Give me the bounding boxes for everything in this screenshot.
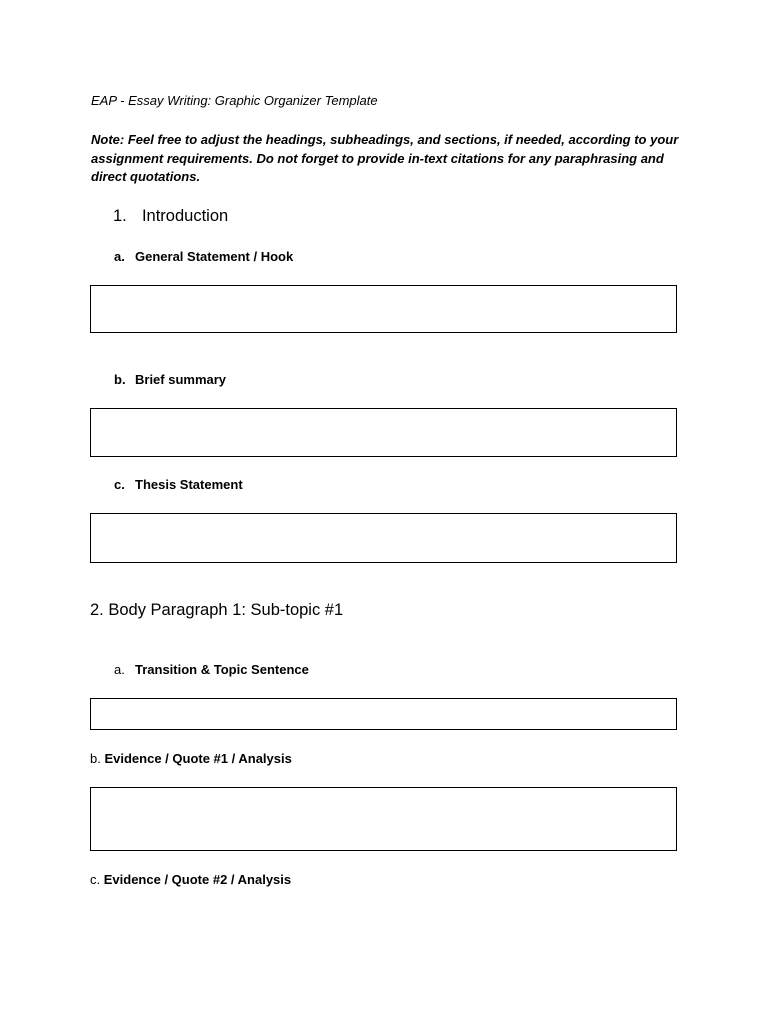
item-marker: a. <box>114 662 125 677</box>
section-heading-introduction <box>113 207 228 226</box>
general-statement-input-box[interactable] <box>90 285 677 333</box>
subheading-thesis-statement <box>114 477 243 492</box>
section-title: Introduction <box>141 207 229 225</box>
item-label: Transition & Topic Sentence <box>135 662 309 677</box>
section-number: 1. <box>113 207 127 225</box>
item-marker: b. <box>90 751 101 766</box>
topic-sentence-input-box[interactable] <box>90 698 677 730</box>
item-label: General Statement / Hook <box>135 249 294 264</box>
subheading-brief-summary <box>114 372 226 387</box>
item-marker: a. <box>114 249 125 264</box>
subheading-transition-topic-sentence <box>114 662 309 677</box>
item-label: Brief summary <box>135 372 227 387</box>
evidence-quote-1-input-box[interactable] <box>90 787 677 851</box>
document-title: EAP - Essay Writing: Graphic Organizer Template <box>91 93 378 108</box>
item-marker: b. <box>114 372 126 387</box>
subheading-general-statement <box>114 249 293 264</box>
subheading-evidence-quote-2 <box>90 872 291 887</box>
instruction-note: Note: Feel free to adjust the headings, subheadings, and sections, if needed, according to your assignment requirements. Do not forget to provide in-text citations for any paraphrasing and direct quotations. <box>91 132 679 184</box>
thesis-statement-input-box[interactable] <box>90 513 677 563</box>
item-marker: c. <box>90 872 101 887</box>
subheading-evidence-quote-1 <box>90 751 292 766</box>
brief-summary-input-box[interactable] <box>90 408 677 457</box>
section-heading-body-paragraph-1: 2. Body Paragraph 1: Sub-topic #1 <box>90 601 344 619</box>
item-label: Evidence / Quote #2 / Analysis <box>103 872 292 887</box>
item-label: Thesis Statement <box>135 477 243 492</box>
item-label: Evidence / Quote #1 / Analysis <box>104 751 292 766</box>
item-marker: c. <box>114 477 125 492</box>
